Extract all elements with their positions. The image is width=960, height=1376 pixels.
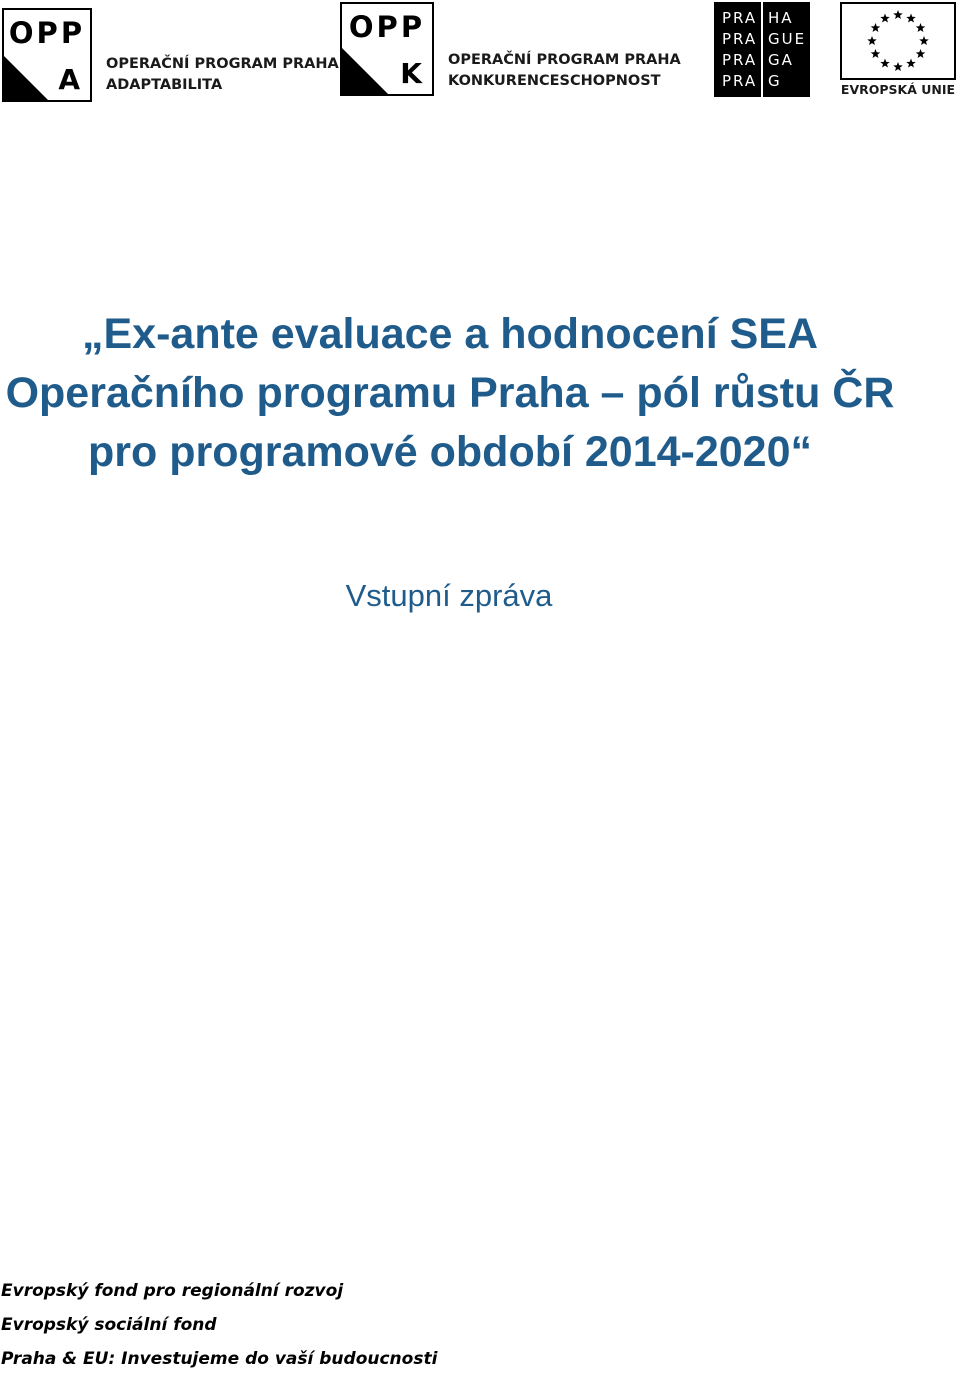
opp-a-text	[106, 54, 339, 96]
praha-left-3: PRA	[722, 51, 758, 69]
praha-left-1: PRA	[722, 9, 758, 27]
opp-a-letters: OPP	[8, 16, 86, 50]
opp-a-corner-letter: A	[58, 63, 80, 96]
praha-separator	[761, 2, 763, 97]
document-title	[0, 305, 900, 482]
opp-k-mark	[340, 2, 434, 96]
opp-k-letters: OPP	[348, 10, 426, 44]
opp-k-text	[448, 50, 681, 92]
eu-star-icon	[871, 23, 881, 32]
footer-line-3: Praha & EU: Investujeme do vaší budoucnosti	[1, 1349, 438, 1369]
eu-star-icon	[871, 49, 881, 58]
praha-right-3: GA	[768, 51, 794, 69]
opp-a-line2: ADAPTABILITA	[106, 77, 223, 93]
title-line-3: pro programové období 2014-2020“	[87, 428, 813, 476]
eu-logo	[838, 2, 958, 98]
praha-left-4: PRA	[722, 72, 758, 90]
eu-star-icon	[867, 36, 877, 45]
opp-a-line1: OPERAČNÍ PROGRAM PRAHA	[106, 56, 339, 72]
eu-star-icon	[893, 62, 903, 71]
opp-k-logo	[338, 0, 683, 98]
praha-left-2: PRA	[722, 30, 758, 48]
praha-right-1: HA	[768, 9, 794, 27]
opp-a-logo	[0, 6, 339, 102]
eu-star-icon	[919, 36, 929, 45]
funding-footer	[1, 1274, 437, 1376]
document-subtitle: Vstupní zpráva	[345, 578, 553, 613]
opp-k-corner-letter: K	[400, 57, 422, 90]
praha-logo	[714, 2, 810, 97]
eu-star-icon	[916, 49, 926, 58]
title-line-2: Operačního programu Praha – pól růstu ČR	[5, 369, 895, 417]
praha-left-column	[722, 8, 757, 92]
title-line-1: „Ex-ante evaluace a hodnocení SEA	[81, 310, 819, 358]
eu-star-icon	[906, 13, 916, 22]
footer-line-1: Evropský fond pro regionální rozvoj	[1, 1281, 344, 1301]
opp-a-mark	[2, 8, 92, 102]
eu-star-icon	[893, 10, 903, 19]
eu-star-icon	[906, 59, 916, 68]
opp-k-line1: OPERAČNÍ PROGRAM PRAHA	[448, 52, 681, 68]
praha-right-column	[768, 8, 806, 92]
praha-right-2: GUE	[768, 30, 807, 48]
eu-star-icon	[880, 13, 890, 22]
eu-star-icon	[916, 23, 926, 32]
eu-star-icon	[880, 59, 890, 68]
eu-label: EVROPSKÁ UNIE	[840, 82, 956, 97]
eu-flag	[840, 2, 956, 80]
eu-stars-icon	[842, 4, 954, 78]
praha-right-4: G	[768, 72, 782, 90]
opp-k-line2: KONKURENCESCHOPNOST	[448, 73, 661, 89]
footer-line-2: Evropský sociální fond	[1, 1315, 217, 1335]
